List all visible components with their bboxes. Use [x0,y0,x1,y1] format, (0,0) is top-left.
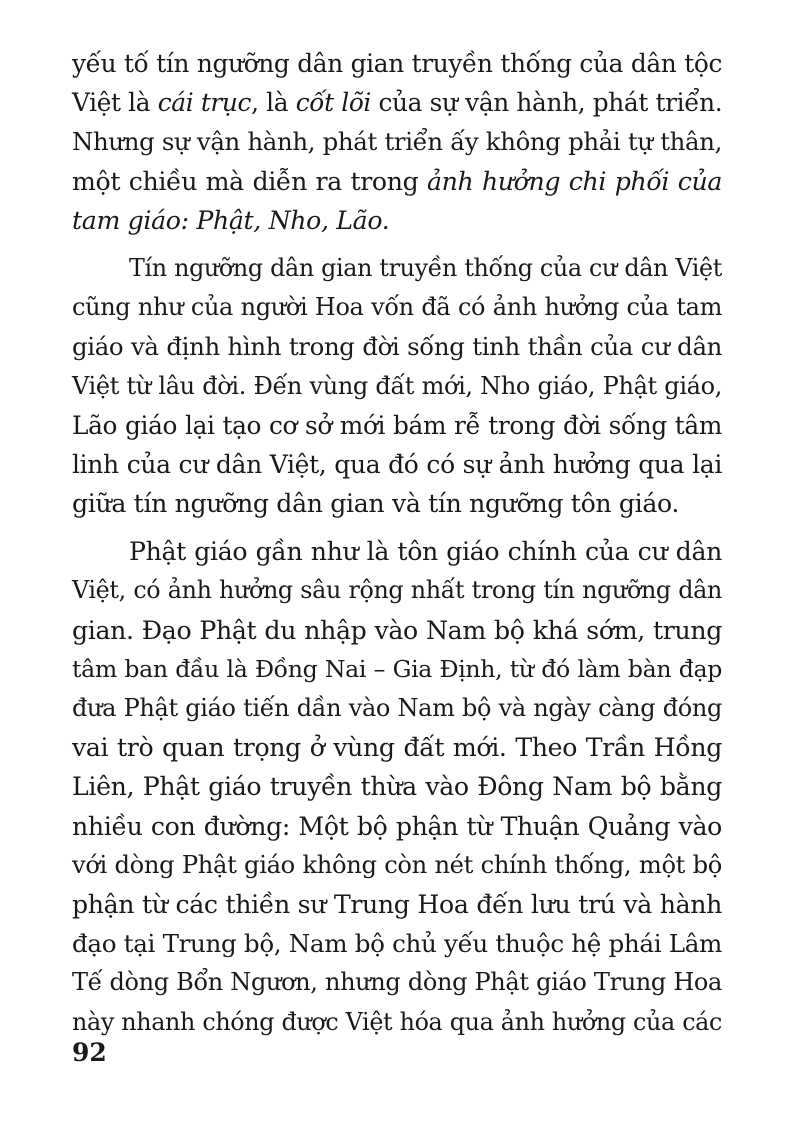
text-line: Lão giáo lại tạo cơ sở mới bám rễ trong đời sống tâm [72,410,722,440]
text-line: đạo tại Trung bộ, Nam bộ chủ yếu thuộc hệ phái Lâm [72,929,722,959]
italic-term: ảnh hưởng chi phối của [426,166,722,196]
page-number: 92 [72,1038,107,1067]
text-line: gian. Đạo Phật du nhập vào Nam bộ khá sớm, trung [72,615,722,645]
text-line: giữa tín ngưỡng dân gian và tín ngưỡng tôn giáo. [72,489,680,519]
text-line: một chiều mà diễn ra trong ảnh hưởng chi phối của [72,166,722,196]
text-line: Liên, Phật giáo truyền thừa vào Đông Nam bộ bằng [72,772,722,802]
text-line: tâm ban đầu là Đồng Nai – Gia Định, từ đó làm bàn đạp [72,654,722,683]
paragraph-3 [72,532,722,1041]
text-line: đưa Phật giáo tiến dần vào Nam bộ và ngày càng đóng [72,694,722,722]
italic-term: cốt lõi [295,88,371,118]
text-line: Phật giáo gần như là tôn giáo chính của cư dân [129,537,722,567]
text-line: vai trò quan trọng ở vùng đất mới. Theo Trần Hồng [72,733,722,763]
text-line: Việt từ lâu đời. Đến vùng đất mới, Nho giáo, Phật giáo, [72,371,722,400]
italic-term: cái trục [157,88,252,118]
text-line: Tế dòng Bổn Ngươn, nhưng dòng Phật giáo Trung Hoa [72,968,722,997]
text-line: Việt, có ảnh hưởng sâu rộng nhất trong tín ngưỡng dân [72,576,722,605]
text-line: Việt là cái trục, là cốt lõi của sự vận hành, phát triển. [72,88,723,118]
paragraph-2 [72,249,722,523]
text-line: với dòng Phật giáo không còn nét chính thống, một bộ [72,850,722,879]
text-line [72,201,722,240]
text-line: linh của cư dân Việt, qua đó có sự ảnh hưởng qua lại [72,449,722,479]
paragraph-1 [72,44,722,240]
text-line: nhiều con đường: Một bộ phận từ Thuận Quảng vào [72,811,722,841]
text-line: cũng như của người Hoa vốn đã có ảnh hưởng của tam [72,293,722,322]
text-line: phận từ các thiền sư Trung Hoa đến lưu trú và hành [72,889,722,919]
text-line: này nhanh chóng được Việt hóa qua ảnh hưởng của các [72,1007,722,1036]
text-line: yếu tố tín ngưỡng dân gian truyền thống của dân tộc [72,49,722,78]
text-line: Tín ngưỡng dân gian truyền thống của cư dân Việt [129,253,722,282]
text-line: Nhưng sự vận hành, phát triển ấy không phải tự thân, [72,127,722,157]
book-page-text [72,44,722,1042]
italic-term: tam giáo: Phật, Nho, Lão. [72,205,390,235]
text-line: giáo và định hình trong đời sống tinh thần của cư dân [72,332,722,362]
